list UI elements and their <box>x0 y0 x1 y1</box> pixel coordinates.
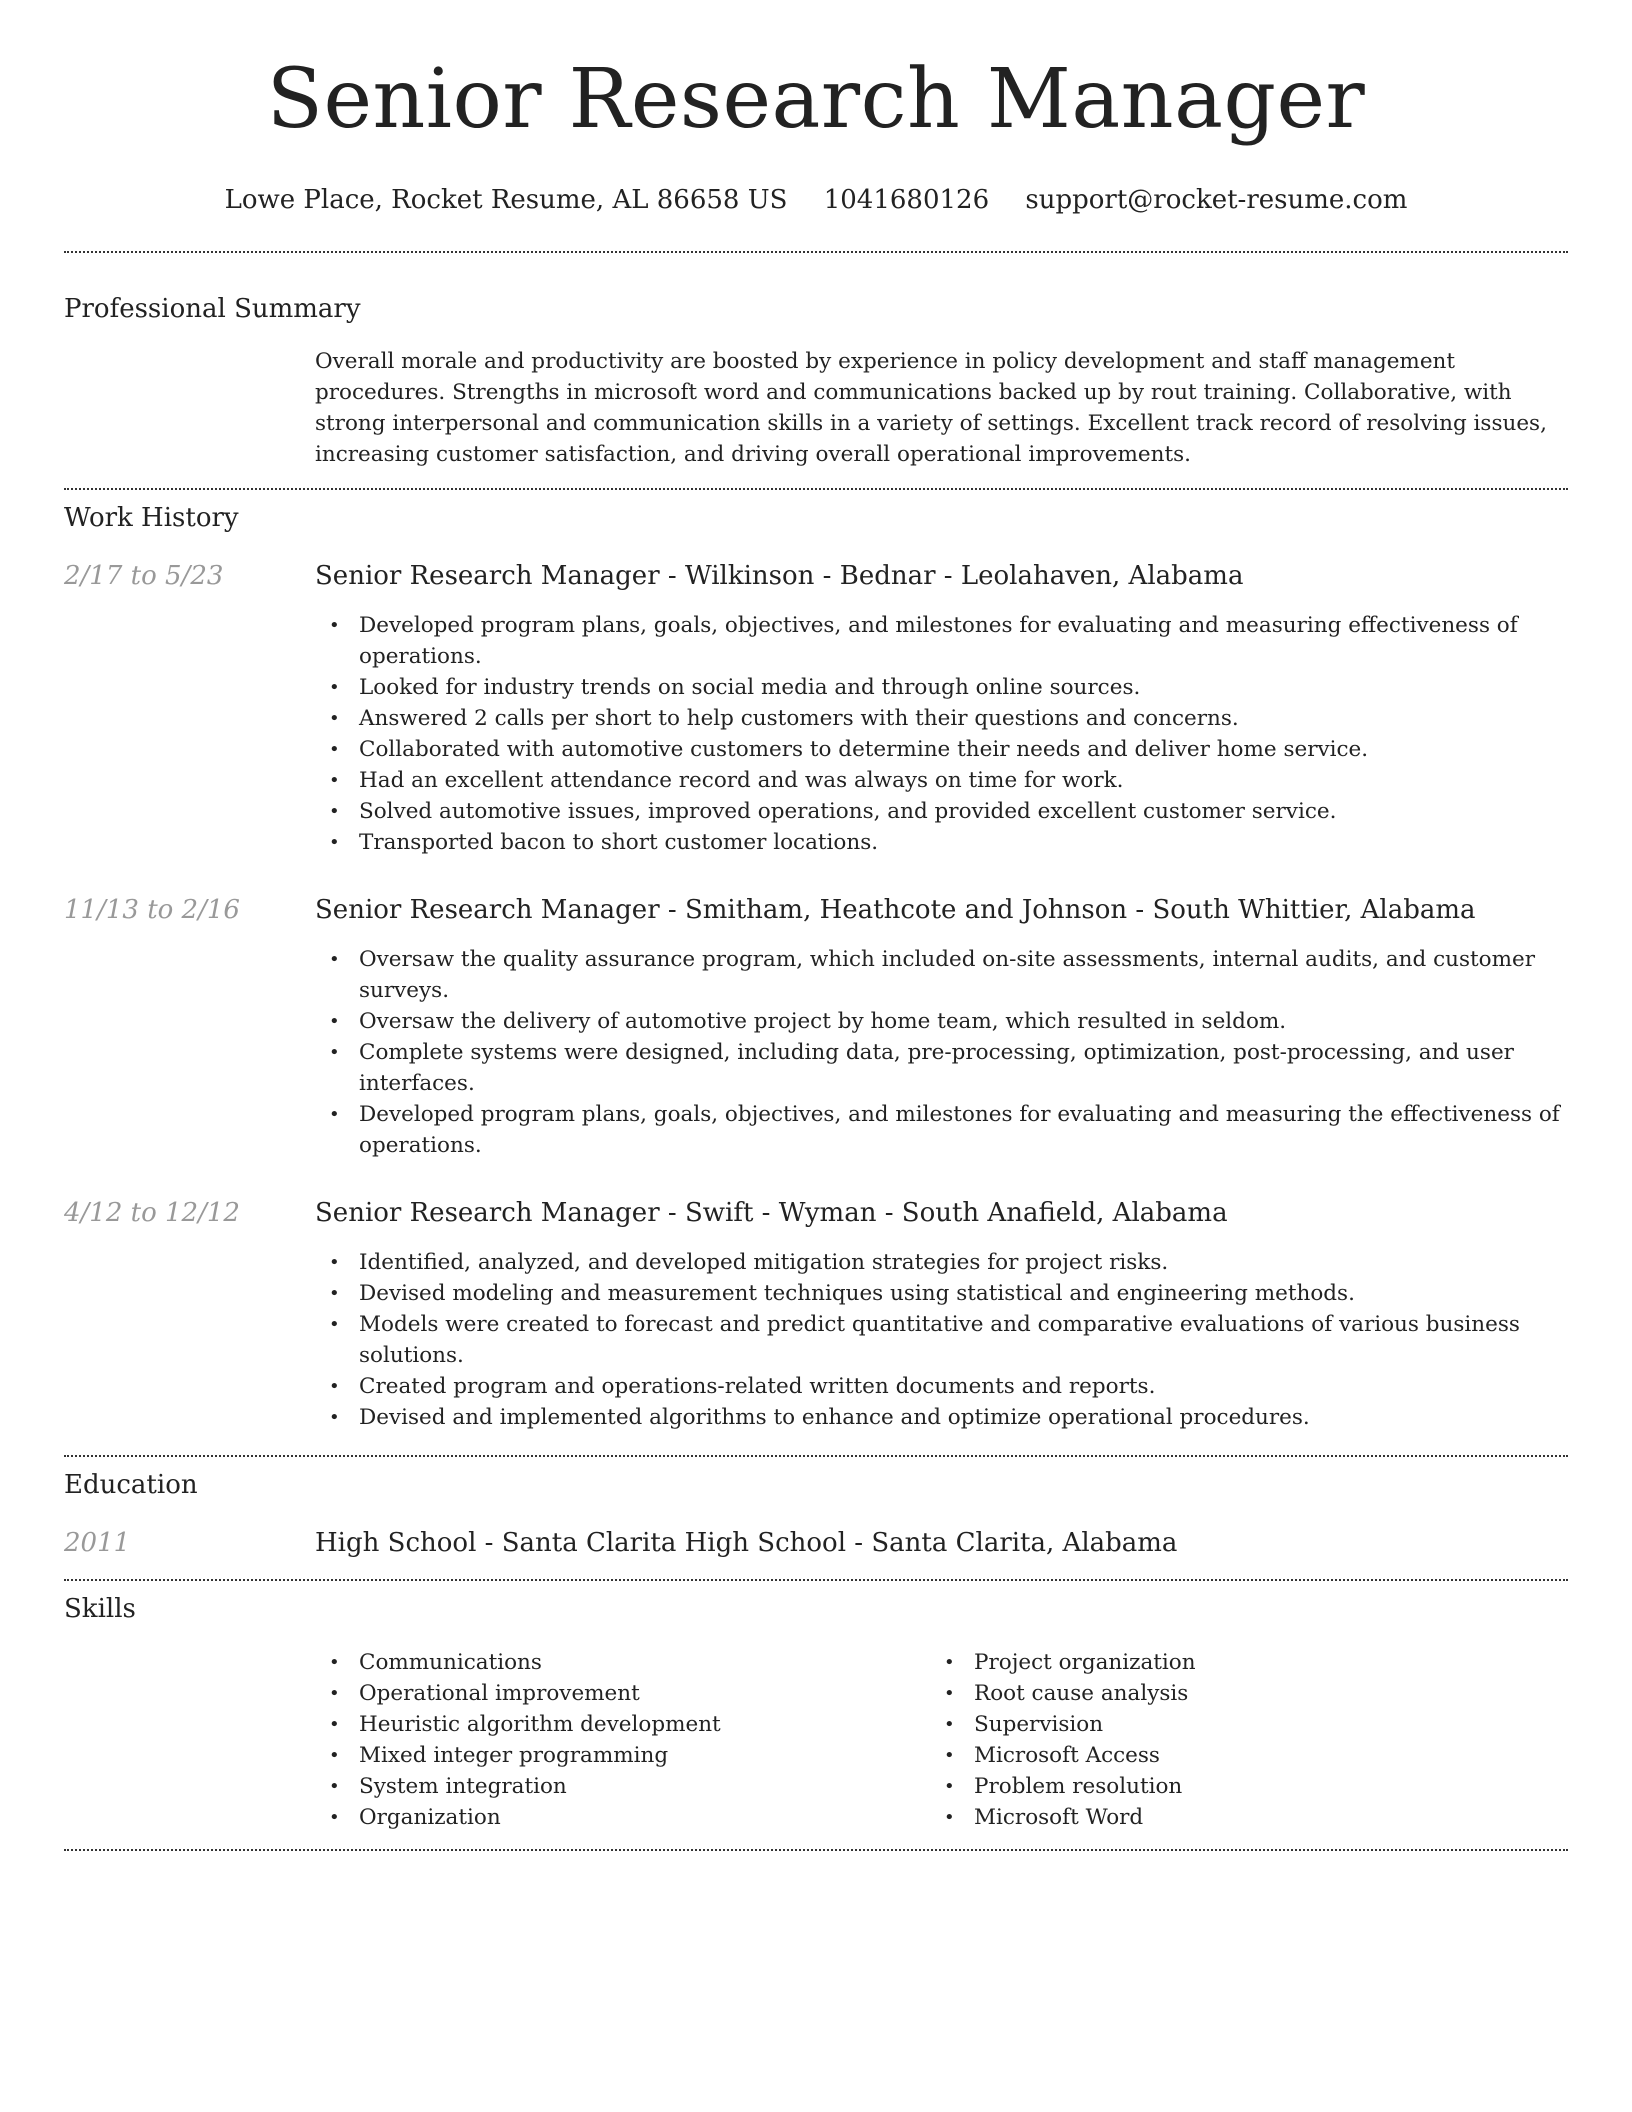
list-item: • Devised and implemented algorithms to enhance and optimize operational procedures. <box>315 1402 1568 1433</box>
skills-heading: Skills <box>64 1594 136 1624</box>
section-divider <box>64 1579 1568 1581</box>
list-item: • Models were created to forecast and predict quantitative and comparative evaluations of various business solutions. <box>315 1309 1568 1371</box>
contact-phone: 1041680126 <box>823 185 990 215</box>
skills-list-left <box>315 1647 930 1833</box>
list-item: • Developed program plans, goals, objectives, and milestones for evaluating and measuring effectiveness of operations. <box>315 610 1568 672</box>
list-item: • Answered 2 calls per short to help customers with their questions and concerns. <box>315 703 1568 734</box>
work-history-heading: Work History <box>64 503 239 533</box>
job-dates: 11/13 to 2/16 <box>64 895 240 925</box>
job-entry <box>64 1197 1568 1433</box>
list-item: • Oversaw the quality assurance program, which included on-site assessments, internal audits, and customer surveys. <box>315 944 1568 1006</box>
skill-item: • Supervision <box>930 1709 1545 1740</box>
list-item: • Developed program plans, goals, objectives, and milestones for evaluating and measuring the effectiveness of operations. <box>315 1099 1568 1161</box>
job-title: Senior Research Manager - Wilkinson - Bednar - Leolahaven, Alabama <box>315 561 1244 591</box>
summary-heading: Professional Summary <box>64 294 361 324</box>
list-item: • Oversaw the delivery of automotive project by home team, which resulted in seldom. <box>315 1006 1568 1037</box>
education-heading: Education <box>64 1470 198 1500</box>
job-bullets <box>315 610 1568 858</box>
skill-item: • Project organization <box>930 1647 1545 1678</box>
work-history-section <box>64 502 1568 1433</box>
job-entry <box>64 560 1568 858</box>
skill-item: • Communications <box>315 1647 930 1678</box>
skill-item: • Heuristic algorithm development <box>315 1709 930 1740</box>
list-item: • Identified, analyzed, and developed mitigation strategies for project risks. <box>315 1247 1568 1278</box>
skill-item: • System integration <box>315 1771 930 1802</box>
job-title: Senior Research Manager - Swift - Wyman - South Anafield, Alabama <box>315 1198 1228 1228</box>
job-dates: 4/12 to 12/12 <box>64 1198 240 1228</box>
education-title: High School - Santa Clarita High School - Santa Clarita, Alabama <box>315 1528 1178 1558</box>
list-item: • Solved automotive issues, improved operations, and provided excellent customer service. <box>315 796 1568 827</box>
list-item: • Complete systems were designed, including data, pre-processing, optimization, post-processing, and user interfaces. <box>315 1037 1568 1099</box>
summary-section <box>64 293 1568 470</box>
skill-item: • Microsoft Access <box>930 1740 1545 1771</box>
section-divider <box>64 251 1568 253</box>
list-item: • Looked for industry trends on social media and through online sources. <box>315 672 1568 703</box>
resume-name: Senior Research Manager <box>266 52 1366 147</box>
skills-spacer <box>64 1629 315 1833</box>
skill-item: • Organization <box>315 1802 930 1833</box>
summary-spacer <box>64 346 315 470</box>
contact-line <box>64 184 1568 216</box>
list-item: • Collaborated with automotive customers to determine their needs and deliver home service. <box>315 734 1568 765</box>
list-item: • Devised modeling and measurement techniques using statistical and engineering methods. <box>315 1278 1568 1309</box>
skill-item: • Problem resolution <box>930 1771 1545 1802</box>
section-divider <box>64 1455 1568 1457</box>
job-bullets <box>315 944 1568 1161</box>
job-bullets <box>315 1247 1568 1433</box>
list-item: • Transported bacon to short customer locations. <box>315 827 1568 858</box>
skill-item: • Mixed integer programming <box>315 1740 930 1771</box>
summary-text: Overall morale and productivity are boosted by experience in policy development and staff management procedures. Strengths in microsoft word and communications backed up by rout training. Collaborative, with strong interpersonal and communication skills in a variety of settings. Excellent track record of resolving issues, increasing customer satisfaction, and driving overall operational improvements. <box>315 349 1547 467</box>
job-title: Senior Research Manager - Smitham, Heathcote and Johnson - South Whittier, Alabama <box>315 895 1476 925</box>
skills-section <box>64 1593 1568 1833</box>
list-item: • Had an excellent attendance record and was always on time for work. <box>315 765 1568 796</box>
job-entry <box>64 894 1568 1161</box>
section-divider <box>64 1849 1568 1851</box>
contact-address: Lowe Place, Rocket Resume, AL 86658 US <box>224 185 788 215</box>
job-dates: 2/17 to 5/23 <box>64 561 224 591</box>
skill-item: • Operational improvement <box>315 1678 930 1709</box>
education-entry <box>64 1527 1568 1559</box>
skill-item: • Root cause analysis <box>930 1678 1545 1709</box>
education-section <box>64 1469 1568 1559</box>
list-item: • Created program and operations-related written documents and reports. <box>315 1371 1568 1402</box>
contact-email: support@rocket-resume.com <box>1025 185 1408 215</box>
education-year: 2011 <box>64 1528 131 1558</box>
section-divider <box>64 488 1568 490</box>
skill-item: • Microsoft Word <box>930 1802 1545 1833</box>
skills-list-right <box>930 1647 1545 1833</box>
